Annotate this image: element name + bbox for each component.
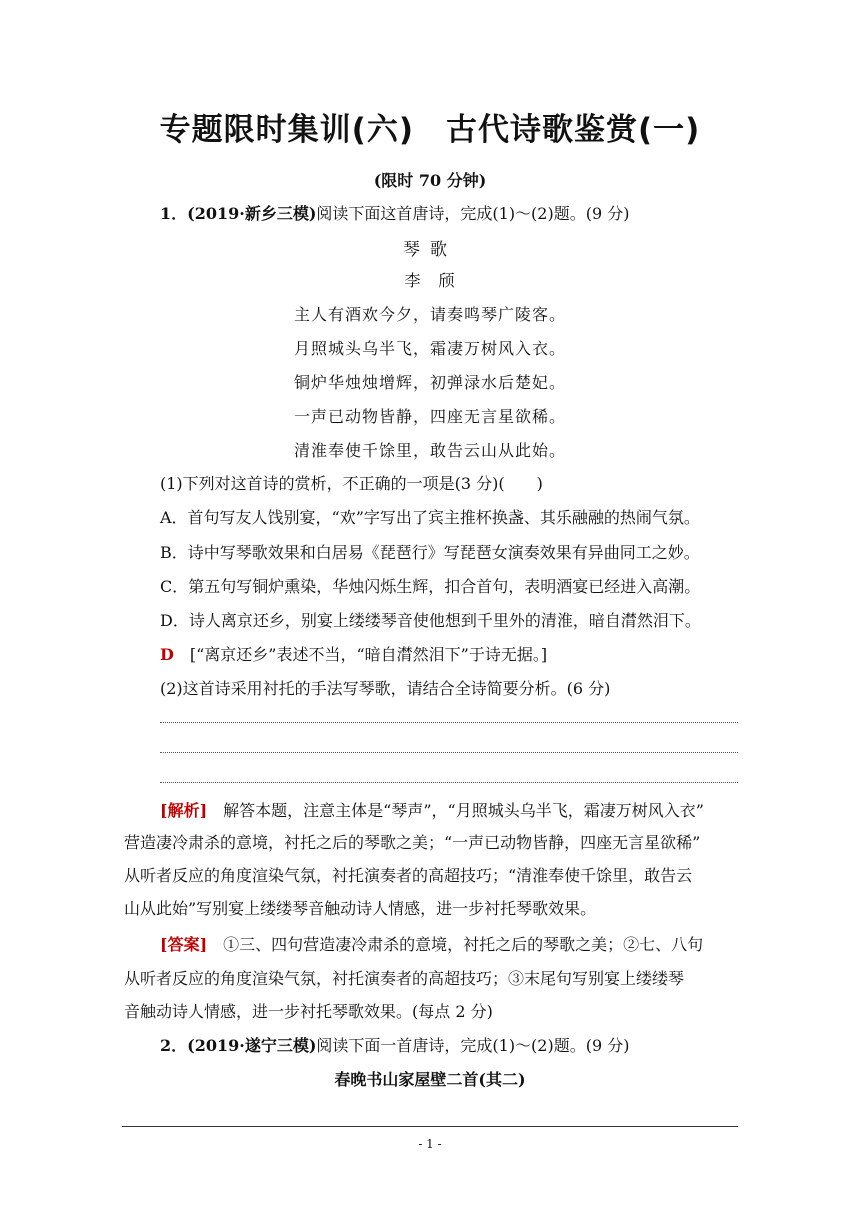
analysis-text: 解答本题，注意主体是“琴声”，“月照城头乌半飞，霜凄万树风入衣” <box>223 801 704 820</box>
q1-option-a: A．首句写友人饯别宴，“欢”字写出了宾主推杯换盏、其乐融融的热闹气氛。 <box>160 508 700 527</box>
q1-sub2-prompt: (2)这首诗采用衬托的手法写琴歌，请结合全诗简要分析。(6 分) <box>160 679 611 698</box>
analysis-line: 营造凄冷肃杀的意境，衬托之后的琴歌之美；“一声已动物皆静，四座无言星欲稀” <box>124 833 701 852</box>
answer-line: 从听者反应的角度渲染气氛，衬托演奏者的高超技巧；③末尾句写别宴上缕缕琴 <box>124 969 685 988</box>
q1-option-c: C．第五句写铜炉熏染，华烛闪烁生辉，扣合首句，表明酒宴已经进入高潮。 <box>160 577 701 596</box>
footer-rule <box>122 1126 738 1127</box>
q2-header <box>160 1033 629 1056</box>
analysis-tag: [解析] <box>160 801 208 820</box>
analysis-line <box>160 798 704 821</box>
q1-source: (2019·新乡三模) <box>187 204 317 223</box>
q1-option-d: D．诗人离京还乡，别宴上缕缕琴音使他想到千里外的清淮，暗自潸然泪下。 <box>160 611 701 630</box>
poem1-author: 李 颀 <box>404 271 456 290</box>
answer-line <box>160 782 738 783</box>
q1-number: 1． <box>160 204 188 223</box>
q1-sub1-prompt: (1)下列对这首诗的赏析，不正确的一项是(3 分)( ) <box>160 474 543 493</box>
answer-note: [“离京还乡”表述不当，“暗自潸然泪下”于诗无据。] <box>189 645 548 664</box>
poem1-line: 主人有酒欢今夕，请奏鸣琴广陵客。 <box>293 305 566 324</box>
answer-text: ①三、四句营造凄冷肃杀的意境，衬托之后的琴歌之美；②七、八句 <box>223 935 704 954</box>
q2-number: 2． <box>160 1036 188 1055</box>
answer-line <box>160 932 703 955</box>
answer-line: 音触动诗人情感，进一步衬托琴歌效果。(每点 2 分) <box>124 1002 493 1021</box>
q1-option-b: B．诗中写琴歌效果和白居易《琵琶行》写琵琶女演奏效果有异曲同工之妙。 <box>160 543 700 562</box>
q2-source: (2019·遂宁三模) <box>187 1036 317 1055</box>
analysis-line: 山从此始”写别宴上缕缕琴音触动诗人情感，进一步衬托琴歌效果。 <box>124 899 597 918</box>
analysis-line: 从听者反应的角度渲染气氛，衬托演奏者的高超技巧；“清淮奉使千馀里，敢告云 <box>124 866 693 885</box>
answer-tag: [答案] <box>160 935 208 954</box>
answer-line <box>160 752 738 753</box>
q1-header <box>160 201 629 224</box>
poem1-title: 琴歌 <box>403 240 457 260</box>
page-title: 专题限时集训(六) 古代诗歌鉴赏(一) <box>159 112 701 148</box>
poem1-line: 月照城头乌半飞，霜凄万树风入衣。 <box>293 339 566 358</box>
q1-answer <box>160 642 547 665</box>
answer-letter: D <box>160 645 174 664</box>
answer-line <box>160 722 738 723</box>
poem1-line: 清淮奉使千馀里，敢告云山从此始。 <box>293 441 566 460</box>
poem2-title: 春晚书山家屋壁二首(其二) <box>334 1070 526 1089</box>
time-limit: (限时 70 分钟) <box>373 171 487 190</box>
poem1-line: 铜炉华烛烛增辉，初弹渌水后楚妃。 <box>293 373 566 392</box>
page-number: - 1 - <box>418 1137 442 1151</box>
poem1-line: 一声已动物皆静，四座无言星欲稀。 <box>293 407 566 426</box>
q1-instruction: 阅读下面这首唐诗，完成(1)～(2)题。(9 分) <box>316 204 630 223</box>
q2-instruction: 阅读下面一首唐诗，完成(1)～(2)题。(9 分) <box>316 1036 630 1055</box>
